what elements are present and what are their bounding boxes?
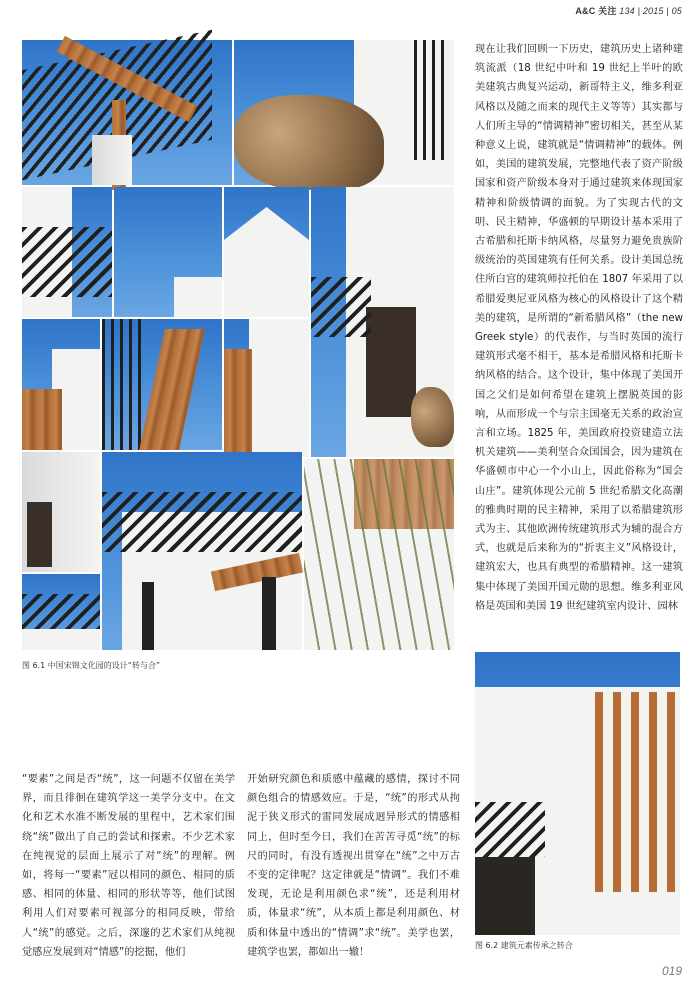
photo-wall-with-rocks bbox=[311, 187, 454, 457]
figure-6-1-collage bbox=[22, 40, 454, 650]
page-number: 019 bbox=[661, 964, 682, 978]
article-bottom-right-column: 开始研究颜色和质感中蕴藏的感情，探讨不同颜色组合的情感效应。于是，“统”的形式从拘泥于狭义形式的雷同发展成迥异形式的情感相同上，但时至今日，我们在苦苦寻觅“统”的标尺的同时，有没有透视出贯穿在“统”之中万古不变的定律呢？这定律就是“情调”。我们不难发现，无论是利用颜色求“统”，还是利用材质，体量求“统”，从本质上都是利用颜色、材质和体量中透出的“情调”求“统”。美学也罢，建筑学也罢，都如出一辙！ bbox=[247, 774, 460, 958]
photo-pergola-corner bbox=[22, 40, 232, 185]
photo-wood-beams bbox=[102, 319, 222, 450]
photo-gable-wood-panel bbox=[224, 319, 309, 457]
figure-6-1-caption: 图 6.1 中国宋锦文化园的设计“转与合” bbox=[22, 661, 161, 670]
magazine-name: A&C 关注 bbox=[575, 6, 617, 16]
photo-blue-sky bbox=[114, 187, 222, 317]
photo-pergola-edge bbox=[22, 187, 112, 317]
figure-6-2-caption: 图 6.2 建筑元素传承之转合 bbox=[475, 941, 573, 950]
photo-lattice-window bbox=[22, 319, 100, 450]
article-right-column: 现在让我们回顾一下历史，建筑历史上诸种建筑流派（18 世纪中叶和 19 世纪上半叶的欧美建筑古典复兴运动，新哥特主义，维多利亚风格以及随之而来的现代主义等等）其实都与人们所主导的“情调精神”密切相关，甚至从某种意义上说，建筑就是“情调精神”的载体。例如，美国的建筑发展，完整地代表了资产阶级国家和资产阶级本身对于通过建筑来体现国家精神和阶级情调的面貌。为了实现古代的文明、民主精神，华盛顿的早期设计基本采用了古希腊和托斯卡纳风格，尽量努力避免贵族阶级统治的英国建筑有任何关系。设计美国总统住所白宫的建筑师拉托伯在 1807 年采用了以希腊爱奥尼亚风格为核心的风格设计了这个精美的建筑，是所谓的“新希腊风格”（the new Greek style）的代表作，与当时英国的流行建筑形式毫不相干，基本是希腊风格和托斯卡纳风格的结合。这个设计，集中体现了美国开国之父们是如何希望在建筑上摆脱英国的影响，从而形成一个与宗主国毫无关系的政治宣言和立场。1825 年，美国政府投资建造立法机关建筑——美利坚合众国国会，因为建筑在华盛顿市中心一个小山上，因此俗称为“国会山庄”。建筑体现公元前 5 世纪希腊文化高潮的雅典时期的民主精神，采用了以希腊建筑形式为主、其他欧洲传统建筑形式为辅的混合方式，也就是后来称为的“折衷主义”风格设计，建筑宏大，也具有典型的希腊精神。这一建筑集中体现了美国开国元勋的思想。维多利亚风格是英国和美国 19 世纪建筑室内设计、园林 bbox=[475, 44, 683, 612]
photo-pergola-large bbox=[102, 452, 302, 650]
photo-rock-and-wall bbox=[234, 40, 454, 185]
figure-6-2-photo bbox=[475, 652, 680, 935]
photo-white-gable bbox=[224, 187, 309, 317]
photo-roof-corner bbox=[22, 574, 100, 650]
article-bottom-left-column: “要素”之间是否“统”，这一问题不仅留在美学界，而且徘徊在建筑学这一美学分支中。在文化和艺术水准不断发展的里程中，艺术家们围绕“统”做出了自己的尝试和探索。不少艺术家在纯视觉的层面上展示了对“统”的理解。例如，将每一“要素”冠以相同的颜色、相同的质感、相同的体量、相同的形状等等，他们试图利用人们对要素可视部分的相同反映，带给人“统”的感觉。之后，深邃的艺术家们从纯视觉感应发展到对“情感”的挖掘，他们 bbox=[22, 774, 235, 958]
photo-bamboo-wall bbox=[304, 459, 454, 650]
page-header bbox=[575, 4, 682, 17]
page-issue: 134 | 2015 | 05 bbox=[619, 6, 682, 16]
photo-doorway bbox=[22, 452, 100, 572]
